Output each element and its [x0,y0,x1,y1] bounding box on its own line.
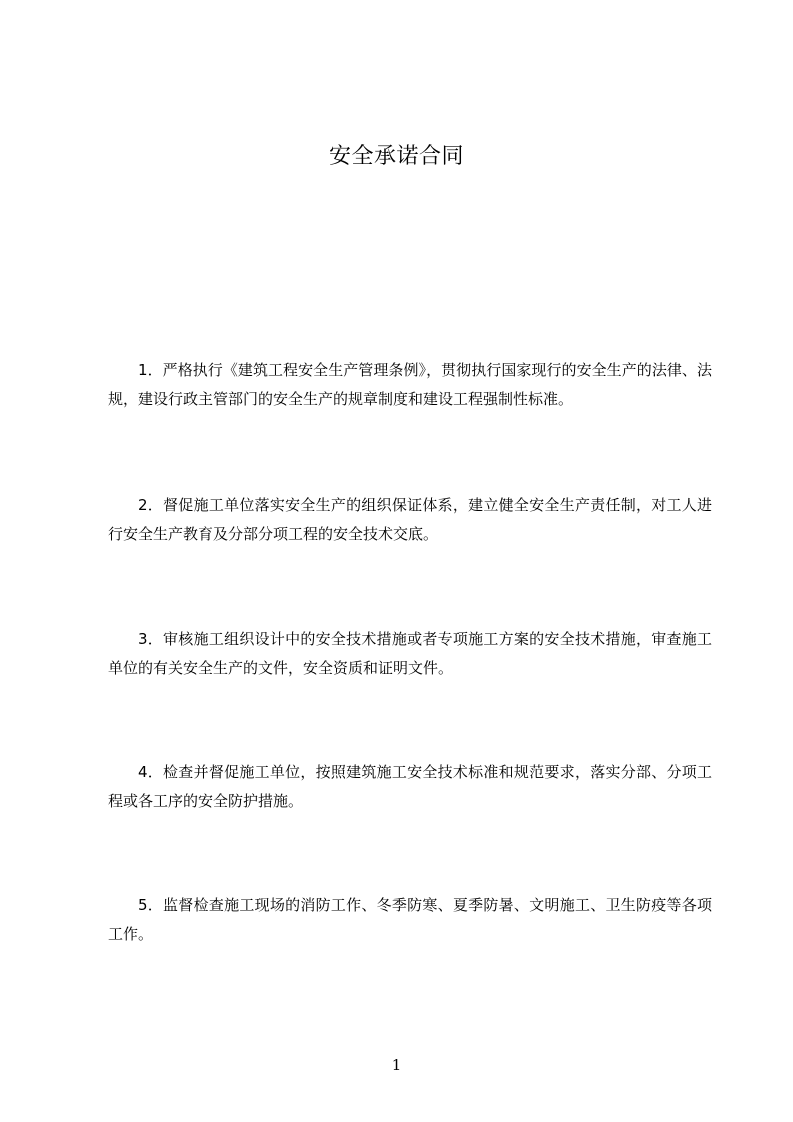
clause-5: 5．监督检查施工现场的消防工作、冬季防寒、夏季防暑、文明施工、卫生防疫等各项工作。 [108,896,712,943]
clause-1: 1．严格执行《建筑工程安全生产管理条例》，贯彻执行国家现行的安全生产的法律、法规，建设行政主管部门的安全生产的规章制度和建设工程强制性标准。 [108,361,712,408]
clause-2: 2．督促施工单位落实安全生产的组织保证体系，建立健全安全生产责任制，对工人进行安全生产教育及分部分项工程的安全技术交底。 [108,496,712,543]
clause-4: 4．检查并督促施工单位，按照建筑施工安全技术标准和规范要求，落实分部、分项工程或各工序的安全防护措施。 [108,763,712,810]
clause-3: 3．审核施工组织设计中的安全技术措施或者专项施工方案的安全技术措施，审查施工单位的有关安全生产的文件，安全资质和证明文件。 [108,630,712,677]
page-number: 1 [391,1056,402,1074]
page-title: 安全承诺合同 [328,144,464,169]
